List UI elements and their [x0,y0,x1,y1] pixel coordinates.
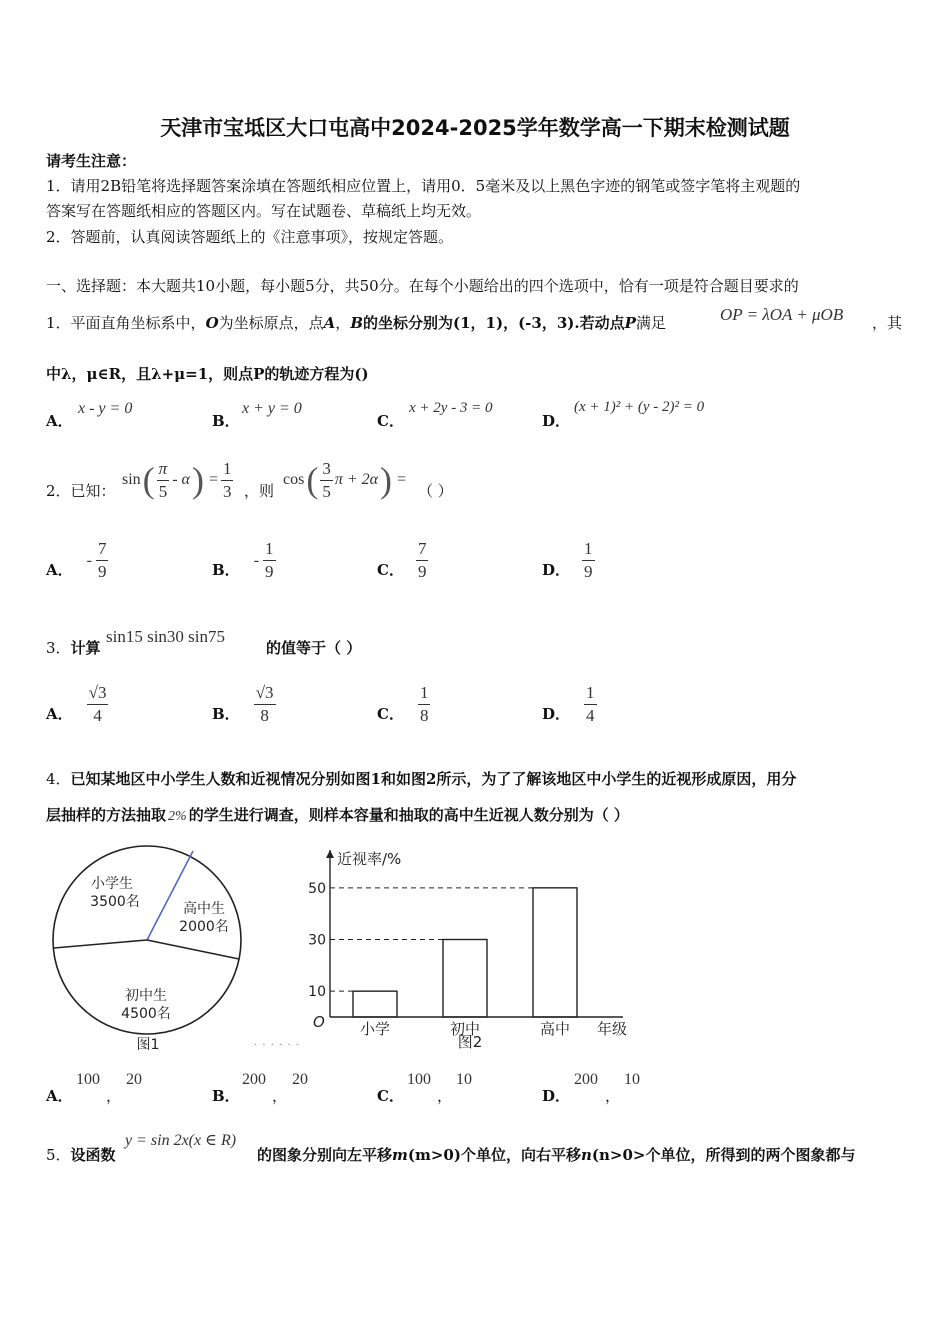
q2-option-b-frac [263,540,276,581]
section-heading: 一、选择题：本大题共10小题，每小题5分，共50分。在每个小题给出的四个选项中，恰有一项是符合题目要求的 [46,277,799,295]
q4-option-b-v2: 20 [292,1071,308,1088]
q2-lparen-2: ( [306,460,319,500]
page-title: 天津市宝坻区大口屯高中2024-2025学年数学高一下期末检测试题 [160,116,790,140]
pie-slice-2-count: 2000名 [179,919,229,935]
q3-option-b-den: 8 [260,706,269,725]
q2-minus-alpha: - α [172,471,190,488]
bar-3 [533,888,577,1017]
q1-option-c: x + 2y - 3 = 0 [409,400,493,416]
q4-option-d-v1: 200 [574,1071,598,1088]
q4-option-a-sep: ， [106,1087,122,1105]
notice-heading: 请考生注意： [46,152,137,170]
q2-option-a-label: A． [46,561,73,579]
q2-option-b-label: B． [212,561,240,579]
y-axis-label: 近视率/% [337,850,402,868]
q2-option-d-label: D． [542,561,571,579]
origin-label: O [313,1013,325,1031]
q2-option-c-num: 7 [416,540,429,561]
q1-text-a: 平面直角坐标系中， [70,314,206,332]
q2-pi-frac [157,460,170,501]
q3-option-a-label: A． [46,705,73,723]
q3-formula: sin15 sin30 sin75 [106,627,226,646]
q3-option-c-label: C． [377,705,404,723]
q4-option-c-sep: ， [437,1087,453,1105]
chart-title: 图2 [457,1033,483,1051]
q1-formula: OP = λOA + μOB [720,305,844,324]
q2-label [46,479,116,503]
q5-text-a: 设函数 [70,1146,116,1164]
q1-option-b-label: B． [212,412,240,430]
q5-number: 5． [46,1146,71,1164]
q2-option-b-num: 1 [263,540,276,561]
q3-option-c-den: 8 [419,706,429,725]
q4-option-d-v2: 10 [624,1071,640,1088]
q2-lparen: ( [142,460,155,500]
q3-option-b-frac [254,684,276,725]
q2-number: 2． [46,482,71,500]
bar-1 [353,991,397,1017]
q4-line2 [46,803,629,829]
q3-option-b-label: B． [212,705,240,723]
q5-text-b: 的图象分别向左平移 [257,1146,393,1164]
q4-pct: 2% [168,809,187,824]
q2-c-den: 5 [322,481,331,501]
q2-c-num: 3 [320,460,333,481]
y-tick-label-1: 10 [308,984,326,1001]
q4-option-c-label: C． [377,1087,404,1105]
q2-text-a: 已知： [70,482,116,500]
x-tick-label-3: 高中 [539,1020,571,1038]
q4-option-b-label: B． [212,1087,240,1105]
q3-option-b [212,684,276,725]
q1-number: 1． [46,314,71,332]
y-tick-label-2: 30 [308,932,326,949]
q3-option-d-label: D． [542,705,571,723]
x-axis-label: 年级 [597,1020,628,1038]
q3-option-d [542,684,597,725]
q3-option-d-frac [584,684,597,725]
q2-c-rest: π + 2α [334,471,379,488]
q2-option-b-sign: - [253,551,260,569]
q2-option-a-sign: - [86,551,92,569]
q4-option-b-v1: 200 [242,1071,266,1088]
q1-B: B [350,314,363,332]
q4-line1-text: 已知某地区中小学生人数和近视情况分别如图1和如图2所示，为了了解该地区中小学生的近视形成原因，用分 [70,770,797,788]
q3-option-a-num: √3 [87,684,109,705]
q2-option-a [46,540,108,581]
q4-option-c-v2: 10 [456,1071,472,1088]
q2-option-c-label: C． [377,561,404,579]
bar-chart-marks [308,881,577,1038]
notice-item2: 2．答题前，认真阅读答题纸上的《注意事项》，按规定答题。 [46,228,454,246]
q2-eq: = [208,471,218,488]
q2-option-a-frac [96,540,109,581]
q4-line2-b: 的学生进行调查，则样本容量和抽取的高中生近视人数分别为（ ） [188,806,629,824]
x-tick-label-2: 初中 [449,1020,481,1038]
q3-label [46,636,101,660]
q2-option-d-den: 9 [584,562,593,581]
q2-one: 1 [221,460,234,481]
pie-slice-1-count: 3500名 [90,894,140,910]
q2-option-c-frac [416,540,429,581]
q3-option-a-frac [87,684,109,725]
q1-option-a-label: A． [46,412,73,430]
q1-option-c-label: C． [377,412,404,430]
q2-rparen-2: ) [380,460,393,500]
q3-option-c-num: 1 [418,684,431,705]
notice-item1-a: 1．请用2B铅笔将选择题答案涂填在答题纸相应位置上，请用0．5毫米及以上黑色字迹的钢笔或签字笔将主观题的 [46,177,801,195]
q1-option-b: x + y = 0 [242,400,302,417]
q1-option-d: (x + 1)² + (y - 2)² = 0 [574,399,705,415]
q2-formula-2 [283,455,409,505]
q1-line2: 中λ，μ∈R，且λ+μ=1，则点P的轨迹方程为() [46,365,369,383]
pie-divider-3 [147,940,239,959]
q3-number: 3． [46,639,71,657]
q2-c-frac [320,460,333,501]
q2-rparen: ) [191,460,204,500]
q1-P: P [624,314,636,332]
q1-text-d: 满足 [635,314,666,332]
q5-text-d: (n>0>个单位，所得到的两个图象都与 [591,1146,856,1164]
q3-text-a: 计算 [70,639,101,657]
q2-text-b: ，则 [244,482,275,500]
q2-pi-num: π [157,460,170,481]
pie-slice-1-name: 小学生 [91,876,133,892]
q3-option-c-frac [418,684,431,725]
pie-slice-2-name: 高中生 [183,901,225,917]
q3-option-d-den: 4 [586,706,595,725]
pie-figure [46,838,250,1058]
q3-text-b: 的值等于（ ） [266,639,362,657]
q2-option-a-den: 9 [97,562,107,581]
q1-A: A [323,314,336,332]
q2-option-b [212,540,276,581]
q3-option-b-num: √3 [254,684,276,705]
y-tick-label-3: 50 [308,880,326,897]
q1-O: O [205,314,219,332]
q5-n: n [580,1146,592,1164]
notice-item1-b: 答案写在答题纸相应的答题区内。写在试题卷、草稿纸上均无效。 [46,202,482,220]
q5-label [46,1143,116,1167]
q1-option-a: x - y = 0 [78,400,133,417]
q2-option-b-den: 9 [265,562,274,581]
q3-option-a [46,684,108,725]
q3-option-c [377,684,430,725]
q2-option-c [377,540,428,581]
q3-option-d-num: 1 [584,684,597,705]
q2-option-c-den: 9 [417,562,427,581]
q4-line2-a: 层抽样的方法抽取 [46,806,167,824]
pie-slice-3-count: 4500名 [121,1006,171,1022]
y-axis-arrow [326,850,334,858]
q2-option-d-frac [582,540,595,581]
q2-paren: （ ） [418,482,453,500]
q2-one-third [221,460,234,501]
q1-option-d-label: D． [542,412,571,430]
q5-formula: y = sin 2x(x ∈ R) [125,1132,237,1149]
q4-option-a-label: A． [46,1087,73,1105]
q1-text-c: 的坐标分别为(1，1)，(-3，3).若动点 [363,314,625,332]
q2-sin: sin [122,471,141,488]
q5-text-c: (m>0)个单位，向右平移 [407,1146,581,1164]
q4-option-d-label: D． [542,1087,571,1105]
dots-artifact: · · · · · · [254,1040,300,1051]
q3-option-a-den: 4 [93,706,102,725]
q2-pi-den: 5 [158,481,168,501]
q1-text-b: 为坐标原点，点 [218,314,324,332]
q4-option-a-v1: 100 [76,1071,100,1088]
q4-number: 4． [46,770,71,788]
q4-option-d-sep: ， [605,1087,621,1105]
pie-slice-3-name: 初中生 [125,988,167,1004]
bar-2 [443,940,487,1018]
q2-eq-2: = [397,471,407,488]
q2-three: 3 [222,481,232,501]
q5-rest [257,1143,855,1167]
q5-m: m [392,1146,408,1164]
q2-option-d [542,540,595,581]
q4-option-b-sep: ， [272,1087,288,1105]
bar-chart [305,840,645,1060]
q2-option-a-num: 7 [96,540,109,561]
q4-option-a-v2: 20 [126,1071,142,1088]
q4-option-c-v1: 100 [407,1071,431,1088]
q1-comma: ， [335,314,351,332]
q1-text-e: ，其 [872,314,903,332]
q2-formula [122,455,233,505]
q2-cos: cos [283,471,305,488]
x-tick-label-1: 小学 [359,1020,391,1038]
q1-line1 [46,311,666,335]
q4-line1 [46,767,796,791]
pie-divider-2 [54,940,147,948]
pie-caption: 图1 [136,1037,160,1053]
q2-option-d-num: 1 [582,540,595,561]
